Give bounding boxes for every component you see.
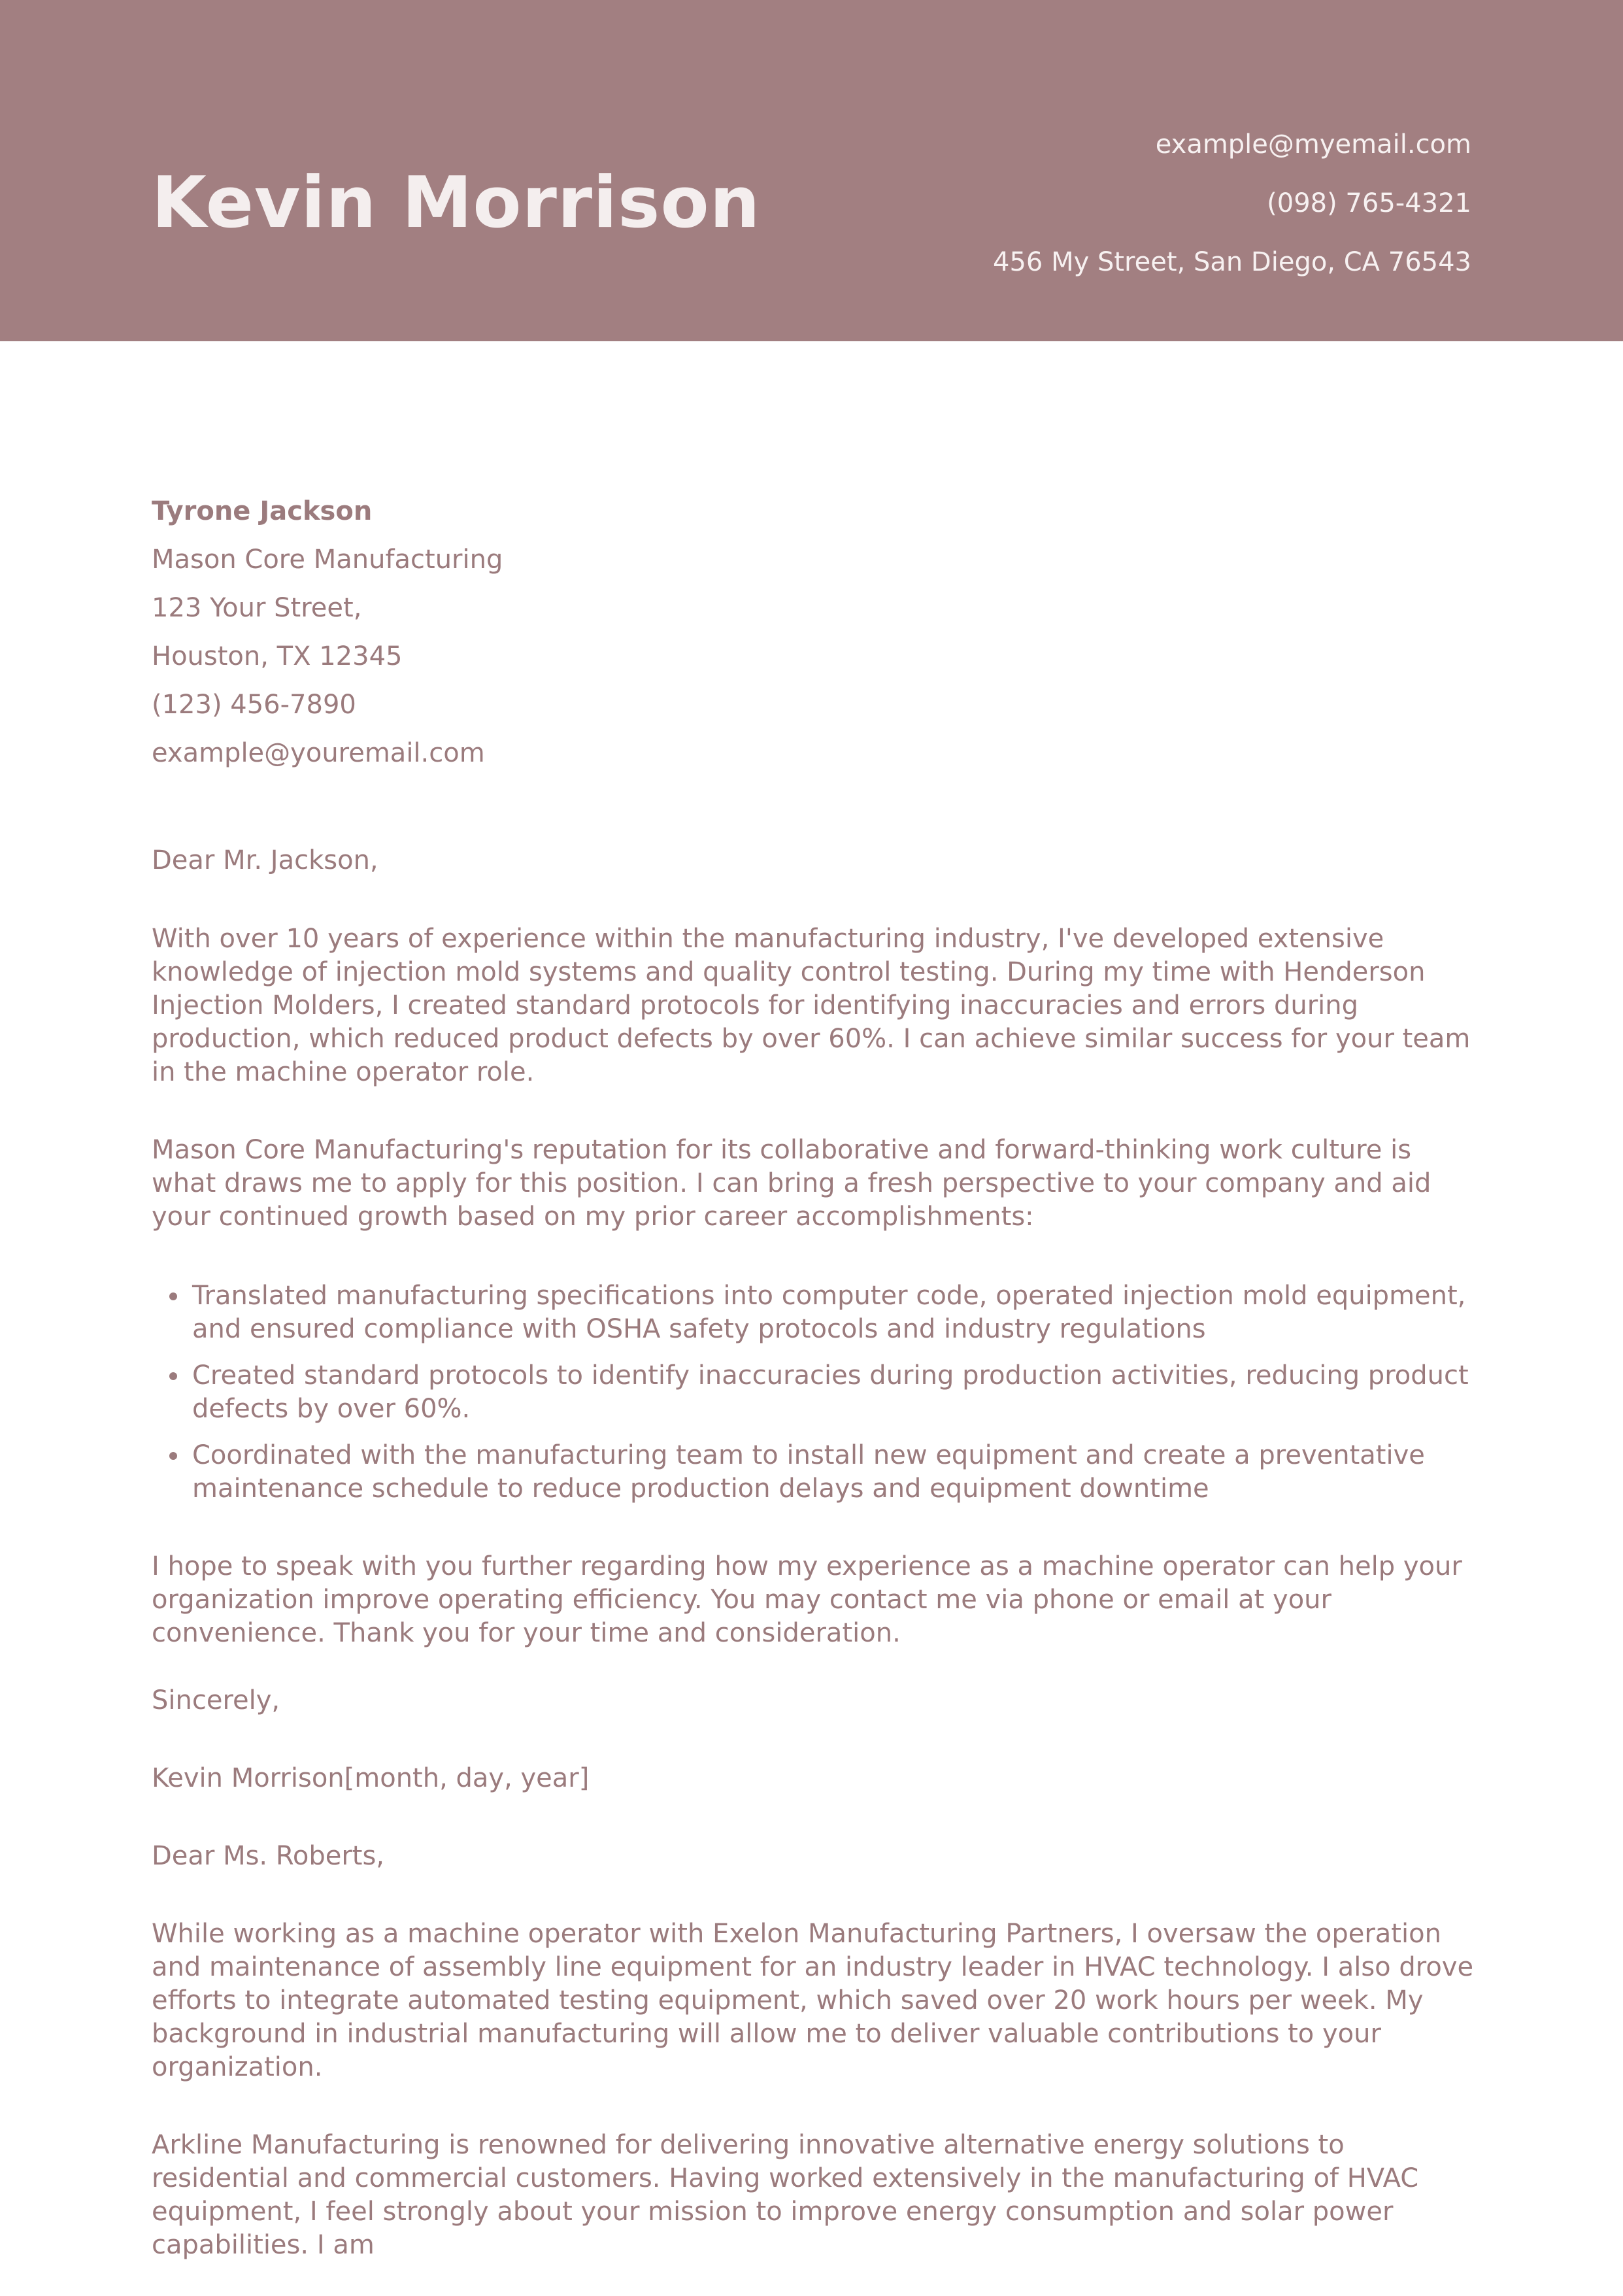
- body-paragraph: Mason Core Manufacturing's reputation for its collaborative and forward-thinking work culture is what draws me to apply for this position. I can bring a fresh perspective to your company and aid your continued growth based on my prior career accomplishments:: [152, 1135, 1431, 1232]
- list-item: • Created standard protocols to identify inaccuracies during production activities, reducing product defects by over 60%.: [190, 1359, 1479, 1426]
- letterhead-banner: [0, 0, 1623, 341]
- recipient-street: 123 Your Street,: [152, 593, 362, 623]
- closing-paragraph: I hope to speak with you further regarding how my experience as a machine operator can help your organization improve operating efficiency. You may contact me via phone or email at your convenience. Thank you for your time and consideration.: [152, 1551, 1462, 1648]
- sender-contact-block: [993, 115, 1471, 292]
- accomplishments-list: [152, 1279, 1479, 1506]
- sender-email: example@myemail.com: [1155, 129, 1471, 160]
- recipient-city: Houston, TX 12345: [152, 641, 403, 671]
- sender-name: Kevin Morrison: [152, 162, 761, 244]
- recipient-name: Tyrone Jackson: [152, 496, 373, 526]
- list-item: • Translated manufacturing specifications into computer code, operated injection mold equipment, and ensured compliance with OSHA safety protocols and industry regulations: [190, 1279, 1479, 1346]
- recipient-company: Mason Core Manufacturing: [152, 545, 503, 575]
- recipient-block: [152, 487, 1479, 777]
- sender-phone: (098) 765-4321: [1267, 188, 1471, 218]
- second-salutation: Dear Ms. Roberts,: [152, 1841, 385, 1871]
- body-paragraph: With over 10 years of experience within the manufacturing industry, I've developed extensive knowledge of injection mold systems and quality control testing. During my time with Henderson Injection Molders, I created standard protocols for identifying inaccuracies and errors during production, which reduced product defects by over 60%. I can achieve similar success for your team in the machine operator role.: [152, 924, 1471, 1087]
- signature: Kevin Morrison[month, day, year]: [152, 1763, 590, 1793]
- body-paragraph: While working as a machine operator with Exelon Manufacturing Partners, I oversaw the operation and maintenance of assembly line equipment for an industry leader in HVAC technology. I also drove efforts to integrate automated testing equipment, which saved over 20 work hours per week. My background in industrial manufacturing will allow me to deliver valuable contributions to your organization.: [152, 1919, 1474, 2082]
- letter-body: [152, 487, 1479, 2262]
- recipient-phone: (123) 456-7890: [152, 690, 356, 720]
- body-paragraph: Arkline Manufacturing is renowned for delivering innovative alternative energy solutions to residential and commercial customers. Having worked extensively in the manufacturing of HVAC equipment, I feel strongly about your mission to improve energy consumption and solar power capabilities. I am: [152, 2130, 1419, 2260]
- sender-address: 456 My Street, San Diego, CA 76543: [993, 247, 1471, 277]
- recipient-email: example@youremail.com: [152, 738, 485, 768]
- closing: Sincerely,: [152, 1685, 280, 1715]
- salutation: Dear Mr. Jackson,: [152, 845, 378, 875]
- list-item: • Coordinated with the manufacturing team to install new equipment and create a preventative maintenance schedule to reduce production delays and equipment downtime: [190, 1439, 1479, 1506]
